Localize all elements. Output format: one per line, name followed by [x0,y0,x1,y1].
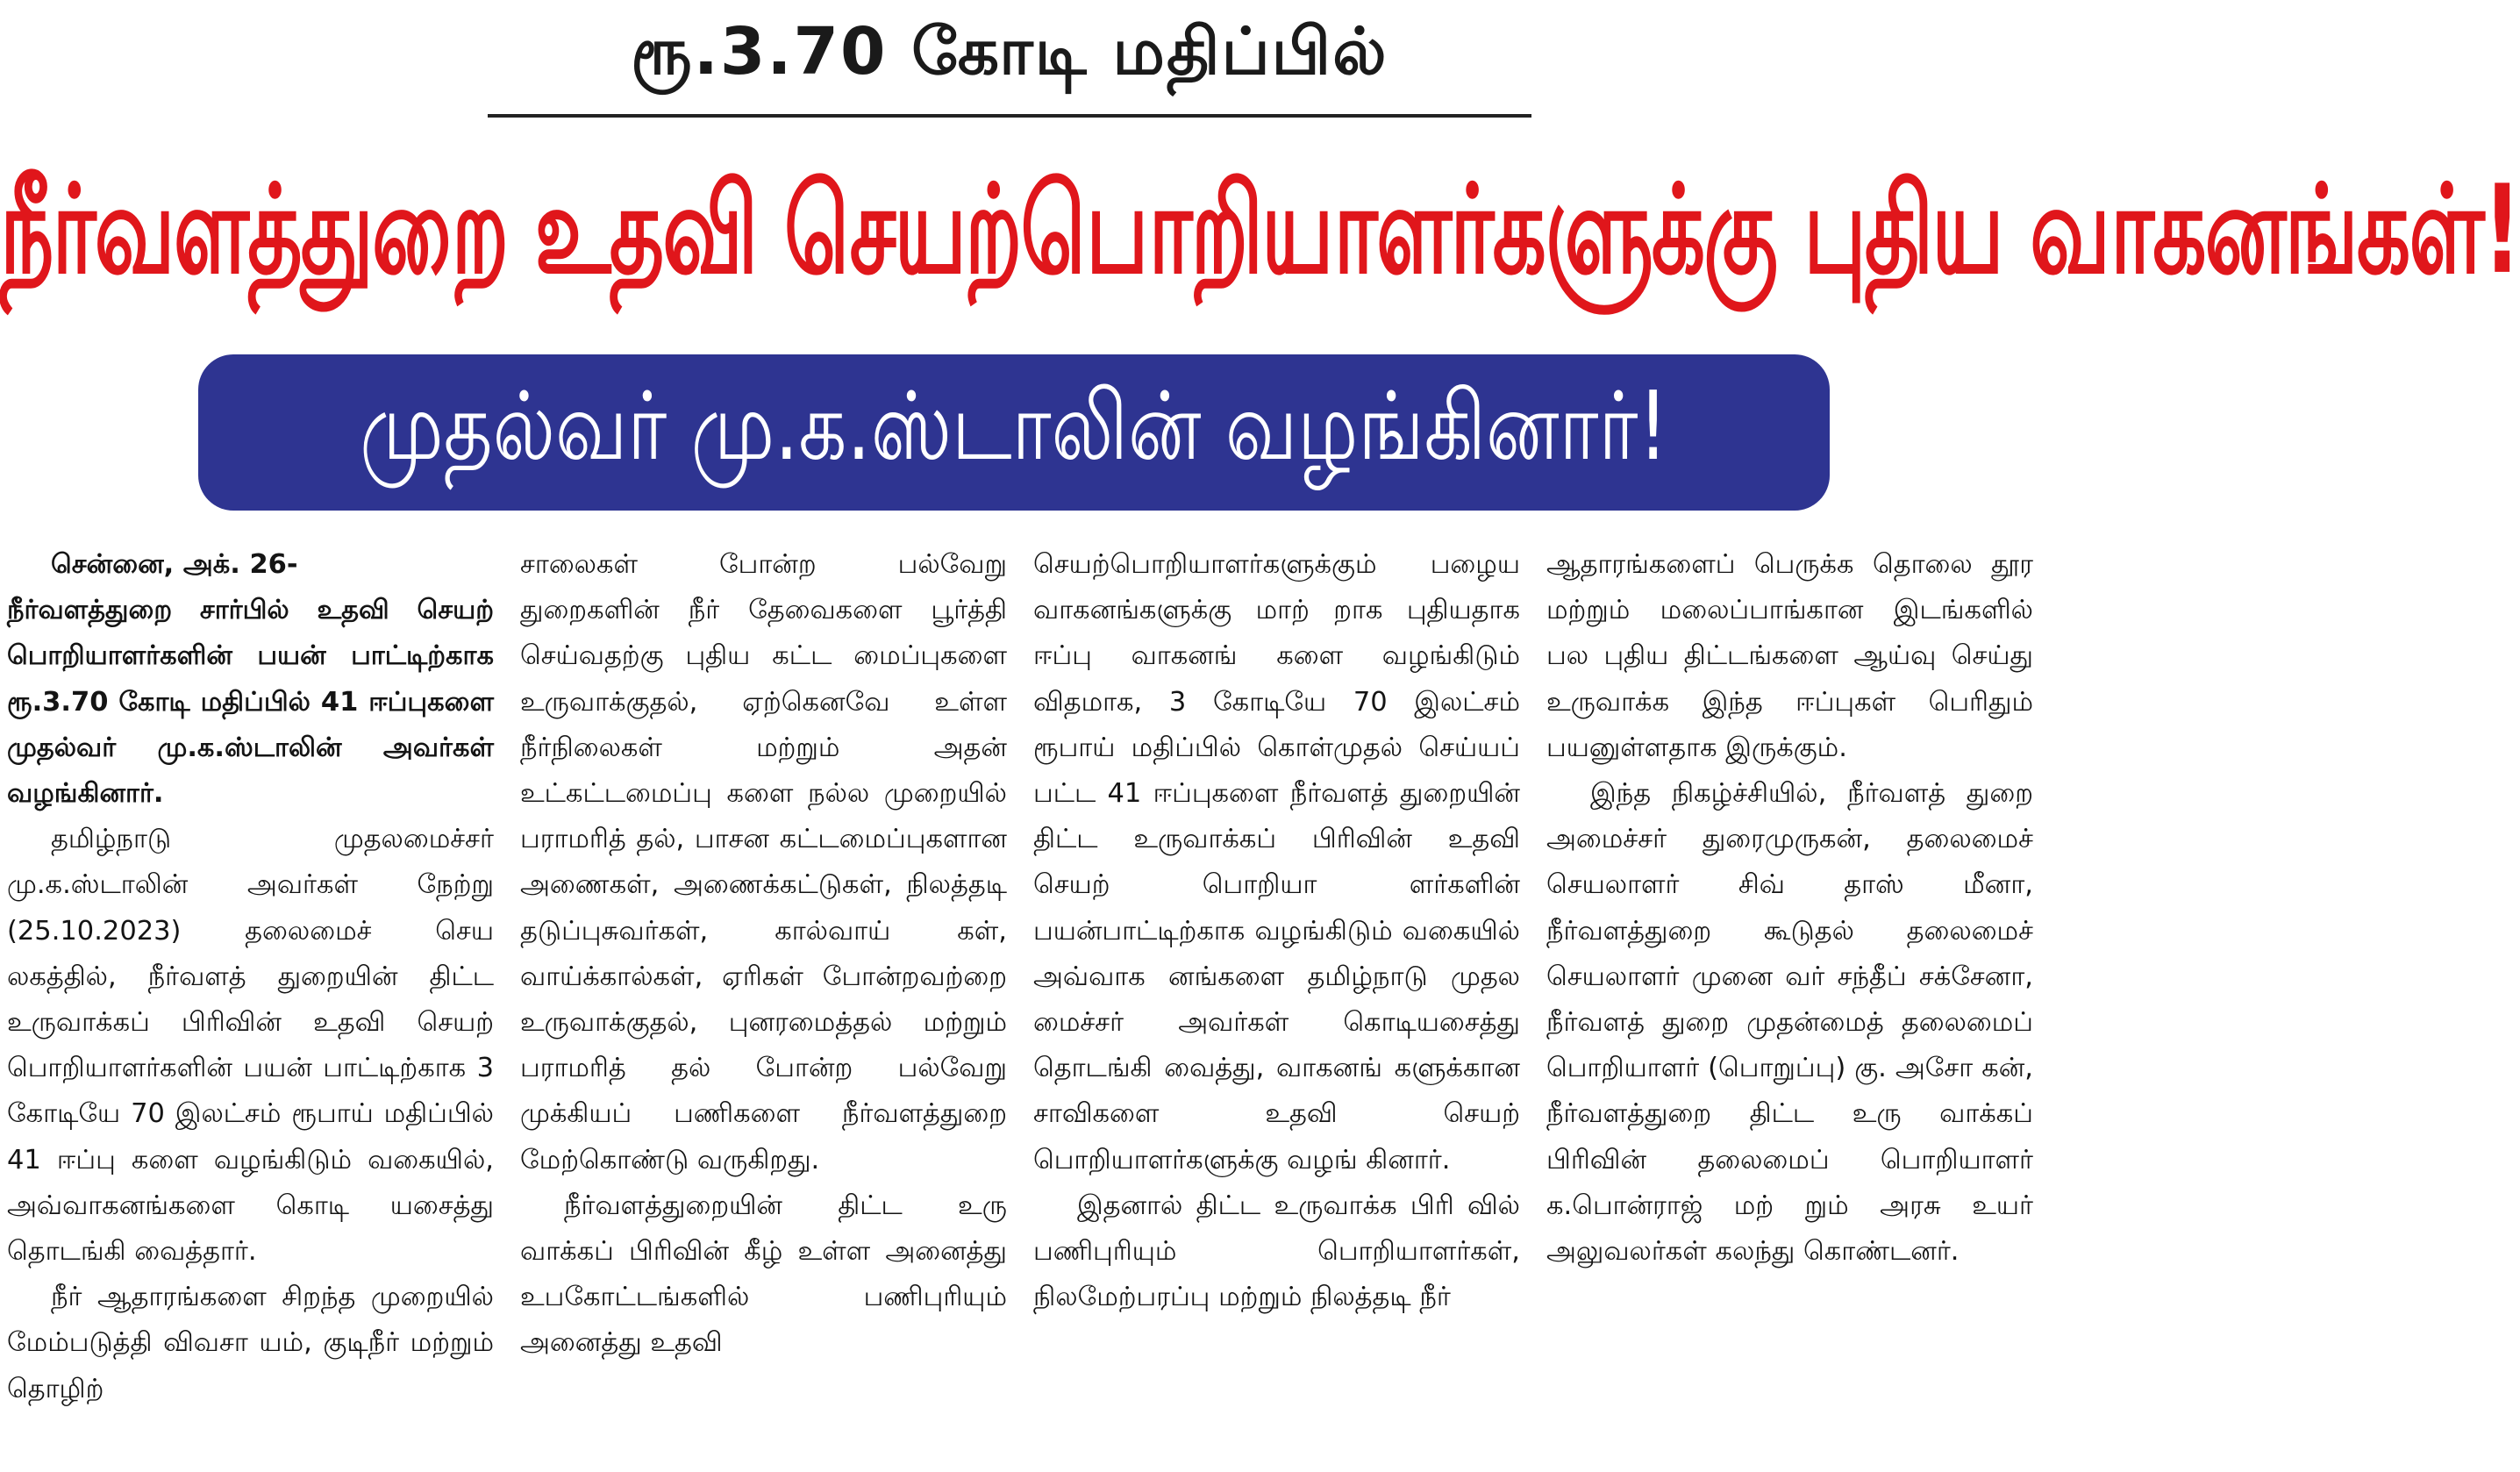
paragraph: நீர்வளத்துறையின் திட்ட உரு வாக்கப் பிரிவின் கீழ் உள்ள அனைத்து உபகோட்டங்களில் பணிபுரியும் அனைத்து உதவி [520,1190,1007,1359]
article-column-1 [7,542,494,1463]
paragraph: தமிழ்நாடு முதலமைச்சர் மு.க.ஸ்டாலின் அவர்கள் நேற்று (25.10.2023) தலைமைச் செய லகத்தில், நீர்வளத் துறையின் திட்ட உருவாக்கப் பிரிவின் உதவி செயற் பொறியாளர்களின் பயன் பாட்டிற்காக 3 கோடியே 70 இலட்சம் ரூபாய் மதிப்பில் 41 ஈப்பு களை வழங்கிடும் வகையில், அவ்வாகனங்களை கொடி யசைத்து தொடங்கி வைத்தார். [7,824,494,1268]
main-headline: நீர்வளத்துறை உதவி செயற்பொறியாளர்களுக்கு புதிய வாகனங்கள்! [0,158,2520,302]
subheadline-text: முதல்வர் மு.க.ஸ்டாலின் வழங்கினார்! [360,371,1668,482]
lead-paragraph: நீர்வளத்துறை சார்பில் உதவி செயற் பொறியாளர்களின் பயன் பாட்டிற்காக ரூ.3.70 கோடி மதிப்பில் 41 ஈப்புகளை முதல்வர் மு.க.ஸ்டாலின் அவர்கள் வழங்கினார். [7,595,494,810]
paragraph: செயற்பொறியாளர்களுக்கும் பழைய வாகனங்களுக்கு மாற் றாக புதியதாக ஈப்பு வாகனங் களை வழங்கிடும் விதமாக, 3 கோடியே 70 இலட்சம் ரூபாய் மதிப்பில் கொள்முதல் செய்யப் பட்ட 41 ஈப்புகளை நீர்வளத் துறையின் திட்ட உருவாக்கப் பிரிவின் உதவி செயற் பொறியா ளர்களின் பயன்பாட்டிற்காக வழங்கிடும் வகையில் அவ்வாக னங்களை தமிழ்நாடு முதல மைச்சர் அவர்கள் கொடியசைத்து தொடங்கி வைத்து, வாகனங் களுக்கான சாவிகளை உதவி செயற் பொறியாளர்களுக்கு வழங் கினார். [1033,549,1520,1175]
paragraph: இதனால் திட்ட உருவாக்க பிரி வில் பணிபுரியும் பொறியாளர்கள், நிலமேற்பரப்பு மற்றும் நிலத்தடி நீர் [1033,1190,1520,1313]
article-body [7,542,2033,1463]
article-column-4 [1546,542,2033,1463]
article-column-3 [1033,542,1520,1463]
article-column-2 [520,542,1007,1463]
kicker-headline: ரூ.3.70 கோடி மதிப்பில் [631,14,1388,89]
paragraph: சாலைகள் போன்ற பல்வேறு துறைகளின் நீர் தேவைகளை பூர்த்தி செய்வதற்கு புதிய கட்ட மைப்புகளை உருவாக்குதல், ஏற்கெனவே உள்ள நீர்நிலைகள் மற்றும் அதன் உட்கட்டமைப்பு களை நல்ல முறையில் பராமரித் தல், பாசன கட்டமைப்புகளான அணைகள், அணைக்கட்டுகள், நிலத்தடி தடுப்புசுவர்கள், கால்வாய் கள், வாய்க்கால்கள், ஏரிகள் போன்றவற்றை உருவாக்குதல், புனரமைத்தல் மற்றும் பராமரித் தல் போன்ற பல்வேறு முக்கியப் பணிகளை நீர்வளத்துறை மேற்கொண்டு வருகிறது. [520,549,1007,1175]
subheadline-banner [198,354,1830,511]
paragraph: இந்த நிகழ்ச்சியில், நீர்வளத் துறை அமைச்சர் துரைமுருகன், தலைமைச் செயலாளர் சிவ் தாஸ் மீனா, நீர்வளத்துறை கூடுதல் தலைமைச் செயலாளர் முனை வர் சந்தீப் சக்சேனா, நீர்வளத் துறை முதன்மைத் தலைமைப் பொறியாளர் (பொறுப்பு) கு. அசோ கன், நீர்வளத்துறை திட்ட உரு வாக்கப் பிரிவின் தலைமைப் பொறியாளர் க.பொன்ராஜ் மற் றும் அரசு உயர் அலுவலர்கள் கலந்து கொண்டனர். [1546,778,2033,1268]
paragraph: நீர் ஆதாரங்களை சிறந்த முறையில் மேம்படுத்தி விவசா யம், குடிநீர் மற்றும் தொழிற் [7,1282,494,1404]
paragraph: ஆதாரங்களைப் பெருக்க தொலை தூர மற்றும் மலைப்பாங்கான இடங்களில் பல புதிய திட்டங்களை ஆய்வு செய்து உருவாக்க இந்த ஈப்புகள் பெரிதும் பயனுள்ளதாக இருக்கும். [1546,549,2033,763]
dateline: சென்னை, அக். 26- [51,549,298,580]
